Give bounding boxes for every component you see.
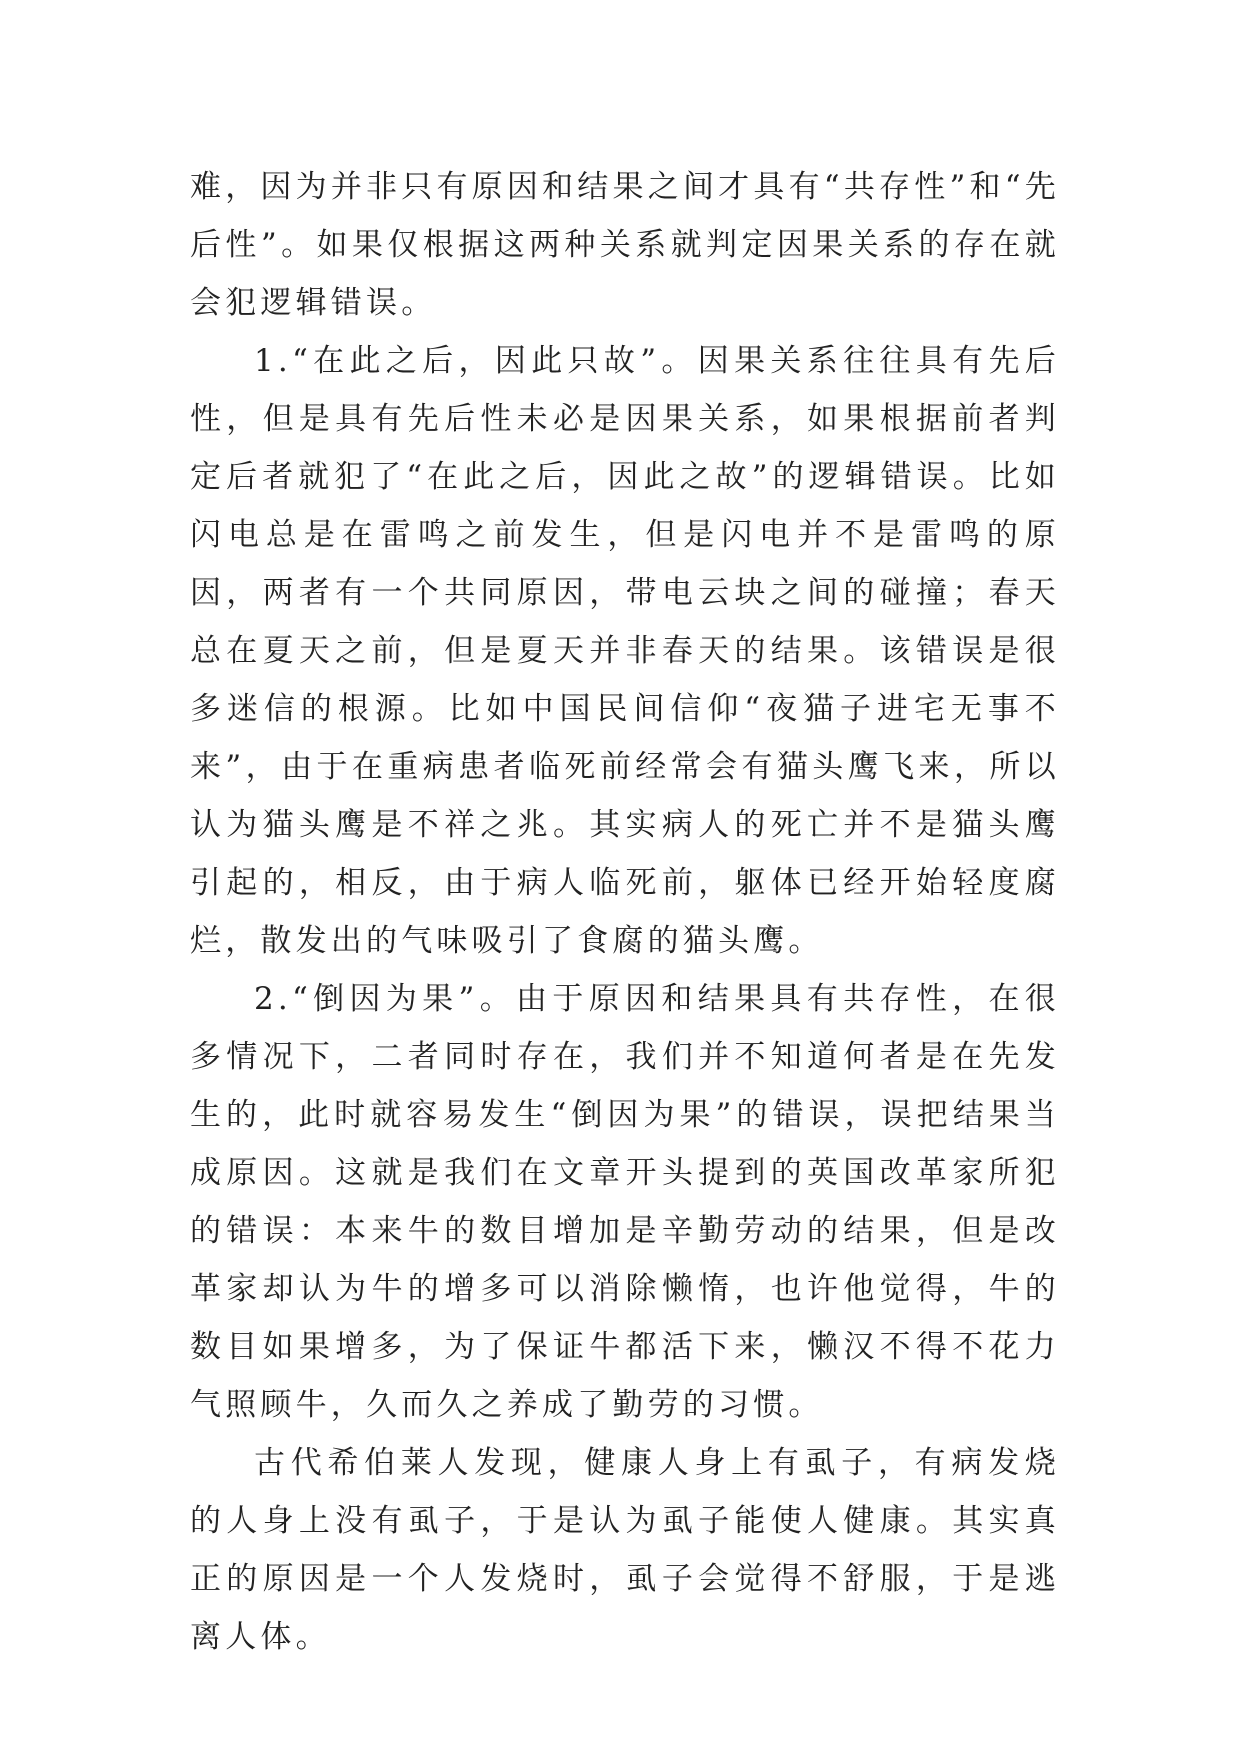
paragraph-example: 古代希伯莱人发现，健康人身上有虱子，有病发烧的人身上没有虱子，于是认为虱子能使人健康。其实真正的原因是一个人发烧时，虱子会觉得不舒服，于是逃离人体。 (190, 1445, 1060, 1655)
paragraph-point-2: 2.“倒因为果”。由于原因和结果具有共存性，在很多情况下，二者同时存在，我们并不知道何者是在先发生的，此时就容易发生“倒因为果”的错误，误把结果当成原因。这就是我们在文章开头提到的英国改革家所犯的错误：本来牛的数目增加是辛勤劳动的结果，但是改革家却认为牛的增多可以消除懒惰，也许他觉得，牛的数目如果增多，为了保证牛都活下来，懒汉不得不花力气照顾牛，久而久之养成了勤劳的习惯。 (190, 981, 1060, 1423)
paragraph-continuation: 难，因为并非只有原因和结果之间才具有“共存性”和“先后性”。如果仅根据这两种关系就判定因果关系的存在就会犯逻辑错误。 (190, 169, 1060, 321)
body-text (190, 158, 1060, 1666)
paragraph-point-1: 1.“在此之后，因此只故”。因果关系往往具有先后性，但是具有先后性未必是因果关系，如果根据前者判定后者就犯了“在此之后，因此之故”的逻辑错误。比如闪电总是在雷鸣之前发生，但是闪电并不是雷鸣的原因，两者有一个共同原因，带电云块之间的碰撞；春天总在夏天之前，但是夏天并非春天的结果。该错误是很多迷信的根源。比如中国民间信仰“夜猫子进宅无事不来”，由于在重病患者临死前经常会有猫头鹰飞来，所以认为猫头鹰是不祥之兆。其实病人的死亡并不是猫头鹰引起的，相反，由于病人临死前，躯体已经开始轻度腐烂，散发出的气味吸引了食腐的猫头鹰。 (190, 343, 1060, 959)
